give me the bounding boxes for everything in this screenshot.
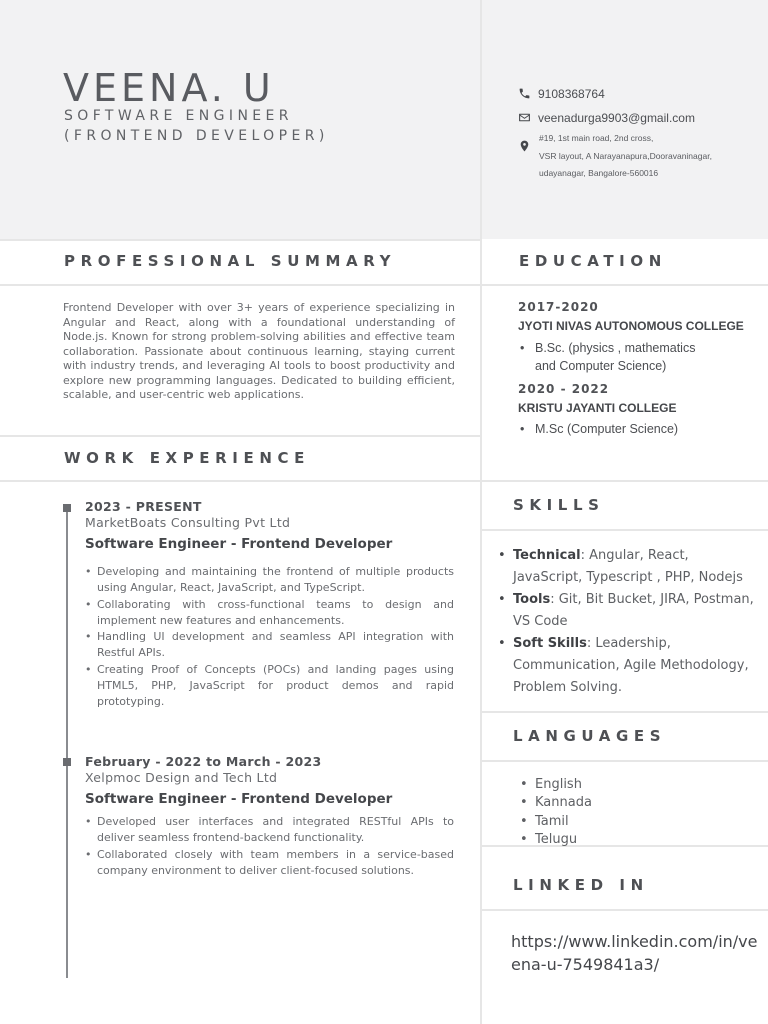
education-school: KRISTU JAYANTI COLLEGE	[518, 401, 677, 415]
list-item: • Developed user interfaces and integrated RESTful APIs to deliver seamless frontend-backend functionality.	[85, 814, 454, 847]
job-date: February - 2022 to March - 2023	[85, 754, 322, 769]
email-address: veenadurga9903@gmail.com	[538, 111, 695, 125]
divider	[0, 284, 768, 286]
timeline-marker	[63, 504, 71, 512]
language-item: • Kannada	[520, 794, 592, 812]
skill-item: • Technical: Angular, React, JavaScript, Typescript , PHP, Nodejs	[498, 545, 760, 589]
address-line: #19, 1st main road, 2nd cross,	[539, 133, 654, 143]
divider	[0, 239, 480, 241]
mail-icon	[518, 111, 531, 124]
job-responsibilities	[85, 814, 454, 879]
education-years: 2017-2020	[518, 300, 599, 314]
education-degree	[520, 339, 695, 375]
linkedin-heading: LINKED IN	[513, 876, 649, 894]
job-company: Xelpmoc Design and Tech Ltd	[85, 770, 278, 785]
contact-phone[interactable]	[518, 87, 605, 101]
divider	[0, 480, 768, 482]
phone-icon	[518, 87, 531, 100]
timeline-marker	[63, 758, 71, 766]
education-school: JYOTI NIVAS AUTONOMOUS COLLEGE	[518, 319, 744, 333]
timeline-line	[66, 508, 68, 978]
list-item: • Creating Proof of Concepts (POCs) and landing pages using HTML5, PHP, JavaScript for product demos and rapid prototyping.	[85, 662, 454, 711]
education-degree	[520, 420, 678, 438]
languages-list	[520, 776, 592, 849]
list-item: • Collaborating with cross-functional teams to design and implement new features and enhancements.	[85, 597, 454, 630]
skills-heading: SKILLS	[513, 496, 605, 514]
contact-email[interactable]	[518, 111, 695, 125]
job-title: SOFTWARE ENGINEER	[64, 108, 293, 124]
address-line: udayanagar, Bangalore-560016	[539, 168, 659, 178]
skill-item: • Soft Skills: Leadership, Communication, Agile Methodology, Problem Solving.	[498, 633, 760, 699]
divider	[482, 909, 768, 911]
list-item: • B.Sc. (physics , mathematics and Computer Science)	[520, 339, 695, 375]
summary-text: Frontend Developer with over 3+ years of experience specializing in Angular and React, along with a foundational understanding of Node.js. Known for strong problem-solving abilities and effective team collaboration. Passionate about continuous learning, staying current with industry trends, and leveraging AI tools to boost productivity and explore new programming languages. Dedicated to building efficient, scalable, and user-centric web applications.	[63, 301, 455, 401]
languages-heading: LANGUAGES	[513, 727, 667, 745]
education-years: 2020 - 2022	[518, 382, 610, 396]
skills-list	[498, 545, 760, 699]
summary-heading: PROFESSIONAL SUMMARY	[64, 252, 397, 270]
job-title-subtitle: (FRONTEND DEVELOPER)	[64, 128, 329, 144]
divider	[0, 435, 480, 437]
candidate-name: VEENA. U	[63, 66, 275, 110]
list-item: • M.Sc (Computer Science)	[520, 420, 678, 438]
list-item: • Collaborated closely with team members in a service-based company environment to deliver client-focused solutions.	[85, 847, 454, 880]
list-item: • Developing and maintaining the frontend of multiple products using Angular, React, JavaScript, and TypeScript.	[85, 564, 454, 597]
column-divider	[480, 0, 482, 1024]
location-pin-icon	[518, 138, 531, 154]
phone-number: 9108368764	[538, 87, 605, 101]
language-item: • English	[520, 776, 592, 794]
job-date: 2023 - PRESENT	[85, 499, 202, 514]
job-responsibilities	[85, 564, 454, 711]
divider	[482, 529, 768, 531]
skill-item: • Tools: Git, Bit Bucket, JIRA, Postman, VS Code	[498, 589, 760, 633]
job-role: Software Engineer - Frontend Developer	[85, 791, 393, 807]
job-company: MarketBoats Consulting Pvt Ltd	[85, 515, 291, 530]
job-role: Software Engineer - Frontend Developer	[85, 536, 393, 552]
contact-address	[518, 138, 538, 154]
divider	[482, 760, 768, 762]
divider	[482, 711, 768, 713]
language-item: • Tamil	[520, 813, 592, 831]
list-item: • Handling UI development and seamless API integration with Restful APIs.	[85, 629, 454, 662]
address-line: VSR layout, A Narayanapura,Dooravaninagar,	[539, 151, 712, 161]
language-item: • Telugu	[520, 831, 592, 849]
work-experience-heading: WORK EXPERIENCE	[64, 449, 310, 467]
linkedin-link[interactable]: https://www.linkedin.com/in/veena-u-7549841a3/	[511, 932, 758, 974]
education-heading: EDUCATION	[519, 252, 667, 270]
